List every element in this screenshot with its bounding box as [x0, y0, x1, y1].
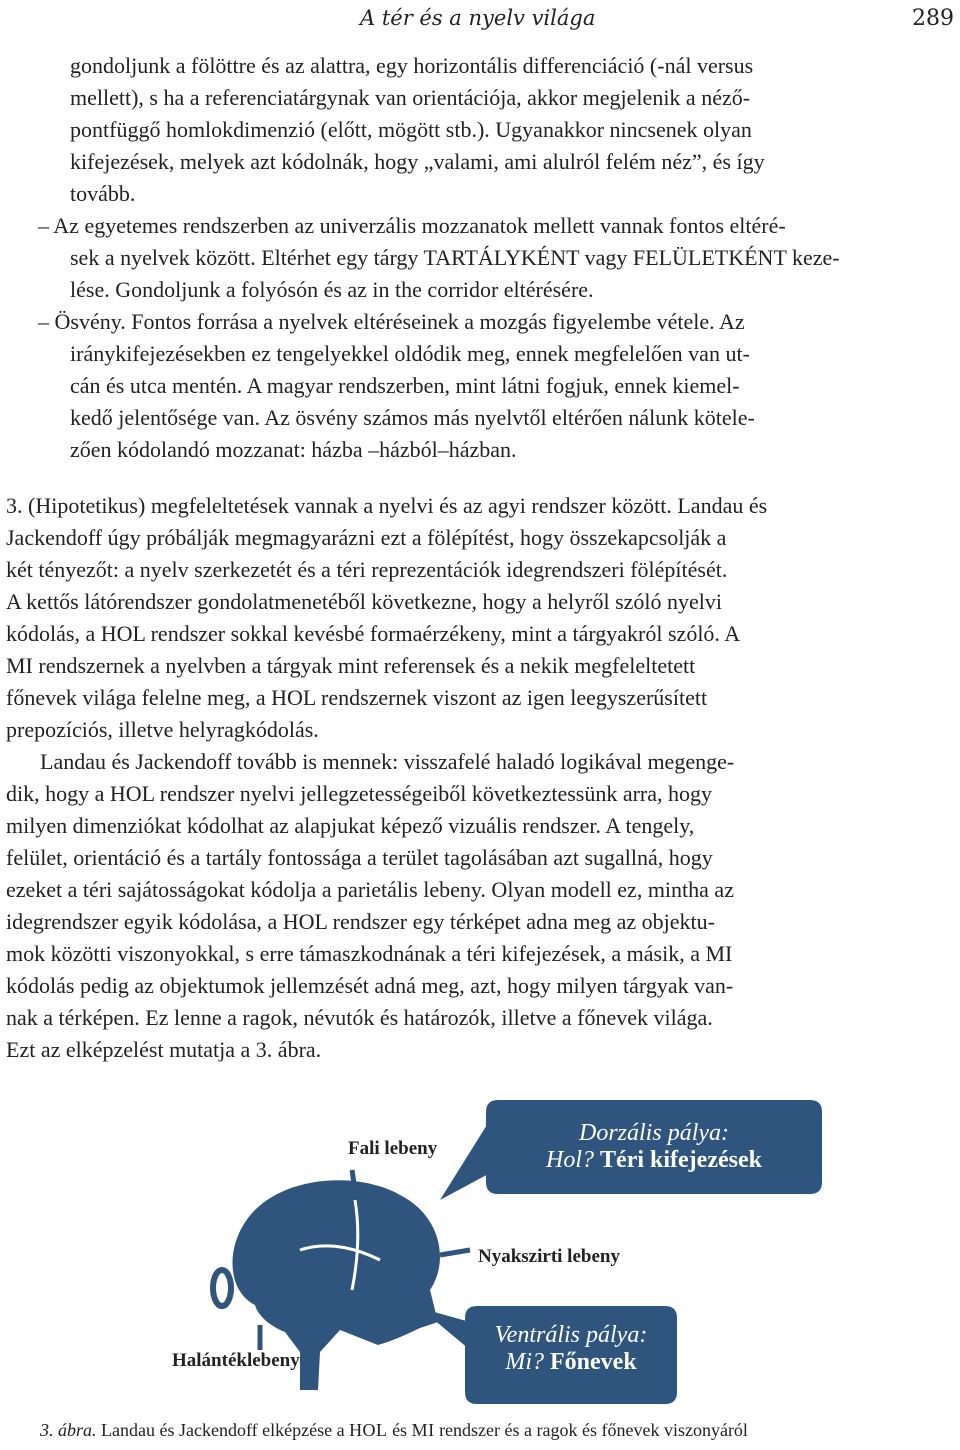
bullet-line: iránykifejezésekben ez tengelyekkel oldódik meg, ennek megfelelően van ut- [70, 341, 750, 366]
brain-stem-icon [300, 1350, 320, 1390]
caption-text-c: rendszer és a ragok és főnevek viszonyáról [439, 1420, 748, 1440]
eye-icon [213, 1270, 231, 1306]
bullet-line: lése. Gondoljunk a folyósón és az in the corridor eltérésére. [70, 277, 594, 302]
text-line: Landau és Jackendoff tovább is mennek: visszafelé haladó logikával megenge- [40, 749, 735, 774]
figure-caption [40, 1420, 748, 1441]
text-line: milyen dimenziókat kódolhat az alapjukat képező vizuális rendszer. A tengely, [6, 813, 695, 838]
label-temporal-lobe: Halántéklebeny [172, 1350, 300, 1371]
ventral-subtitle: Mi? Főnevek [505, 1349, 637, 1375]
page-number: 289 [912, 6, 954, 31]
text-line: nak a térképen. Ez lenne a ragok, névutók és határozók, illetve a főnevek világa. [6, 1005, 713, 1030]
text-line: gondoljunk a fölöttre és az alattra, egy horizontális differenciáció (-nál versus [70, 53, 754, 78]
text-line: 3. (Hipotetikus) megfeleltetések vannak a nyelvi és az agyi rendszer között. Landau és [6, 493, 768, 518]
text-line: A kettős látórendszer gondolatmenetéből következne, hogy a helyről szóló nyelvi [6, 589, 723, 614]
text-line: kódolás, a HOL rendszer sokkal kevésbé formaérzékeny, mint a tárgyakról szóló. A [6, 621, 741, 646]
text-line: pontfüggő homlokdimenzió (előtt, mögött stb.). Ugyanakkor nincsenek olyan [70, 117, 752, 142]
text-line: Ezt az elképzelést mutatja a 3. ábra. [6, 1037, 322, 1062]
ventral-pathway-text [465, 1322, 677, 1376]
caption-hol: HOL [349, 1420, 388, 1440]
brain-icon [233, 1180, 441, 1352]
bullet-line: cán és utca mentén. A magyar rendszerben, mint látni fogjuk, ennek kiemel- [70, 373, 740, 398]
bullet-line: sek a nyelvek között. Eltérhet egy tárgy TARTÁLYKÉNT vagy FELÜLETKÉNT keze- [70, 245, 840, 270]
occipital-arrow [440, 1250, 470, 1255]
bullet-line: – Az egyetemes rendszerben az univerzális mozzanatok mellett vannak fontos eltéré- [38, 213, 786, 238]
text-line: mellett), s ha a referenciatárgynak van orientációja, akkor megjelenik a néző- [70, 85, 751, 110]
text-line: tovább. [70, 181, 136, 206]
text-line: dik, hogy a HOL rendszer nyelvi jellegzetességeiből következtessünk arra, hogy [6, 781, 713, 806]
text-line: főnevek világa felelne meg, a HOL rendszernek viszont az igen leegyszerűsített [6, 685, 708, 710]
text-line: idegrendszer egyik kódolása, a HOL rendszer egy térképet adna meg az objektu- [6, 909, 715, 934]
caption-number: 3. ábra. [40, 1420, 97, 1440]
label-parietal-lobe: Fali lebeny [348, 1138, 438, 1159]
text-line: Jackendoff úgy próbálják megmagyarázni ezt a fölépítést, hogy összekapcsolják a [6, 525, 727, 550]
caption-text-b: és [392, 1420, 408, 1440]
dorsal-subtitle: Hol? Téri kifejezések [546, 1147, 762, 1173]
caption-text-a: Landau és Jackendoff elképzése a [101, 1420, 345, 1440]
label-occipital-lobe: Nyakszirti lebeny [478, 1246, 620, 1267]
text-line: prepozíciós, illetve helyragkódolás. [6, 717, 319, 742]
text-line: MI rendszernek a nyelvben a tárgyak mint referensek és a nekik megfeleltetett [6, 653, 696, 678]
page-header [0, 6, 960, 40]
bullet-line: kedő jelentősége van. Az ösvény számos más nyelvtől eltérően nálunk kötele- [70, 405, 755, 430]
text-line: ezeket a téri sajátosságokat kódolja a parietális lebeny. Olyan modell ez, mintha az [6, 877, 734, 902]
text-line: kifejezések, melyek azt kódolnák, hogy „valami, ami alulról felém néz”, és így [70, 149, 765, 174]
text-line: két tényezőt: a nyelv szerkezetét és a téri reprezentációk idegrendszeri fölépítését. [6, 557, 728, 582]
dorsal-pathway-text [486, 1120, 822, 1174]
text-line: mok közötti viszonyokkal, s erre támaszkodnának a téri kifejezések, a másik, a MI [6, 941, 733, 966]
bullet-line: – Ösvény. Fontos forrása a nyelvek eltéréseinek a mozgás figyelembe vétele. Az [38, 309, 745, 334]
figure-3 [0, 1090, 960, 1420]
dorsal-title: Dorzális pálya: [579, 1120, 729, 1146]
text-line: kódolás pedig az objektumok jellemzését adná meg, azt, hogy milyen tárgyak van- [6, 973, 734, 998]
bullet-line: zően kódolandó mozzanat: házba –házból–házban. [70, 437, 517, 462]
running-title: A tér és a nyelv világa [360, 6, 596, 30]
ventral-title: Ventrális pálya: [494, 1322, 648, 1348]
text-line: felület, orientáció és a tartály fontossága a terület tagolásában azt sugallná, hogy [6, 845, 713, 870]
parietal-arrow [352, 1170, 355, 1190]
caption-mi: MI [411, 1420, 435, 1440]
